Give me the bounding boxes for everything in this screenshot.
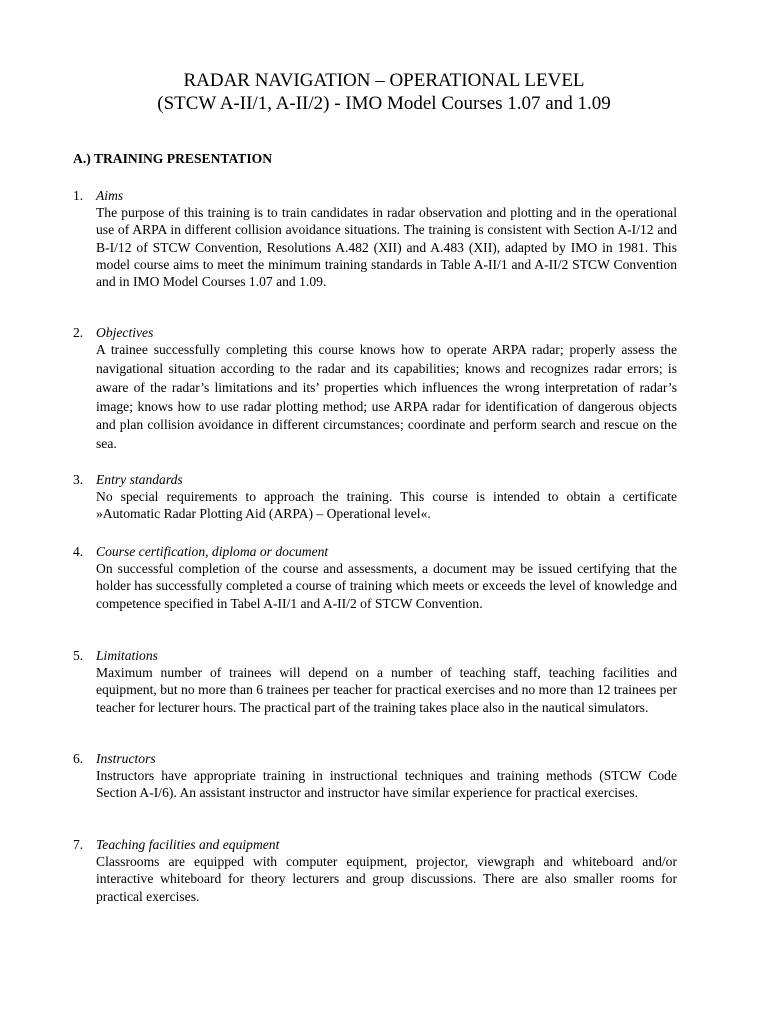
item-title: Entry standards bbox=[96, 472, 183, 487]
item-body: Maximum number of trainees will depend on a number of teaching staff, teaching facilities and equipment, but no more than 6 trainees per teacher for practical exercises and no more than 12 trainees per teacher for lecturer hours. The practical part of the training takes place also in the nautical simulators. bbox=[96, 665, 677, 715]
document-title-line-1: RADAR NAVIGATION – OPERATIONAL LEVEL bbox=[183, 70, 585, 91]
item-body: A trainee successfully completing this course knows how to operate ARPA radar; properly assess the navigational situation according to the radar and its capabilities; knows and recognizes radar errors; is aware of the radar’s limitations and its’ properties which influences the wrong interpretation of radar’s image; knows how to use radar plotting method; use ARPA radar for identification of dangerous objects and plan collision avoidance in different circumstances; coordinate and perform search and rescue on the sea. bbox=[96, 342, 677, 452]
section-heading: A.) TRAINING PRESENTATION bbox=[73, 151, 273, 166]
item-number: 6. bbox=[73, 751, 84, 766]
item-body: On successful completion of the course and assessments, a document may be issued certifying that the holder has successfully completed a course of training which meets or exceeds the level of knowledge and competence specified in Tabel A-II/1 and A-II/2 of STCW Convention. bbox=[96, 561, 677, 611]
item-title: Course certification, diploma or document bbox=[96, 544, 329, 559]
list-item-limitations bbox=[73, 647, 677, 716]
item-title: Objectives bbox=[96, 325, 154, 340]
item-body: Instructors have appropriate training in instructional techniques and training methods (STCW Code Section A-I/6). An assistant instructor and instructor have similar experience for practical exercises. bbox=[96, 768, 677, 801]
item-body: No special requirements to approach the training. This course is intended to obtain a certificate »Automatic Radar Plotting Aid (ARPA) – Operational level«. bbox=[96, 489, 677, 522]
item-title: Teaching facilities and equipment bbox=[96, 837, 280, 852]
item-number: 2. bbox=[73, 325, 84, 340]
list-item-entry-standards bbox=[73, 471, 677, 523]
list-item-instructors bbox=[73, 750, 677, 802]
document-title-line-2: (STCW A-II/1, A-II/2) - IMO Model Courses 1.07 and 1.09 bbox=[157, 93, 611, 114]
item-number: 5. bbox=[73, 648, 84, 663]
item-title: Aims bbox=[96, 188, 124, 203]
item-number: 4. bbox=[73, 544, 84, 559]
list-item-teaching-facilities bbox=[73, 836, 677, 905]
list-item-course-certification bbox=[73, 543, 677, 612]
item-number: 3. bbox=[73, 472, 84, 487]
list-item-aims bbox=[73, 187, 677, 290]
item-number: 7. bbox=[73, 837, 84, 852]
item-title: Instructors bbox=[96, 751, 156, 766]
item-number: 1. bbox=[73, 188, 84, 203]
item-title: Limitations bbox=[96, 648, 158, 663]
item-body: The purpose of this training is to train candidates in radar observation and plotting and in the operational use of ARPA in different collision avoidance situations. The training is consistent with Section A-I/12 and B-I/12 of STCW Convention, Resolutions A.482 (XII) and A.483 (XII), adapted by IMO in 1981. This model course aims to meet the minimum training standards in Table A-II/1 and A-II/2 STCW Convention and in IMO Model Courses 1.07 and 1.09. bbox=[96, 205, 677, 289]
list-item-objectives bbox=[73, 324, 677, 454]
item-body: Classrooms are equipped with computer equipment, projector, viewgraph and whiteboard and/or interactive whiteboard for theory lecturers and group discussions. There are also smaller rooms for practical exercises. bbox=[96, 854, 677, 904]
